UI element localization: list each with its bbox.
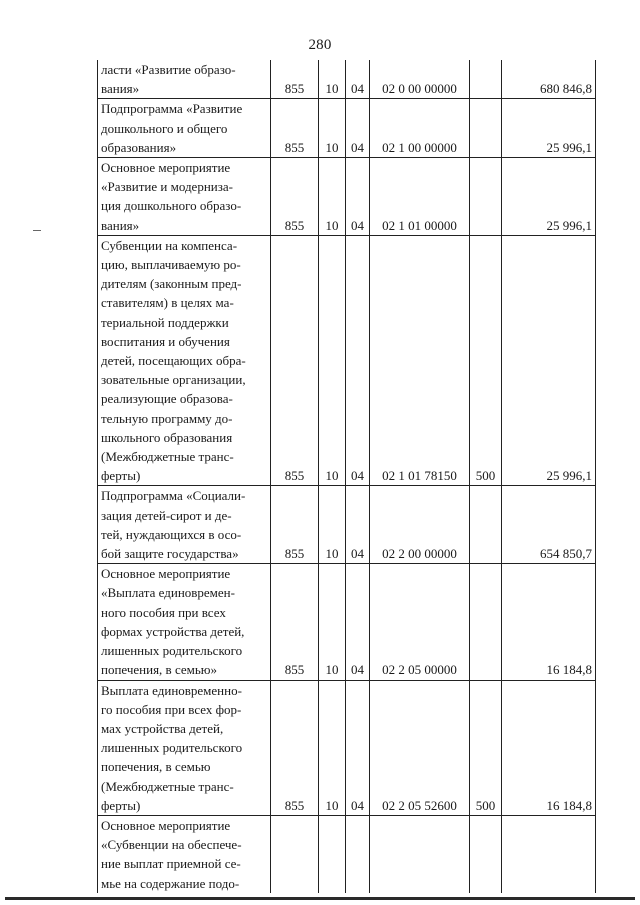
name-line: вания» xyxy=(101,217,140,233)
name-line: «Развитие и модерниза- xyxy=(101,179,233,195)
cell-csr: 02 0 00 00000 xyxy=(370,60,470,99)
name-line: Подпрограмма «Развитие xyxy=(101,101,243,117)
cell-sum xyxy=(502,815,596,892)
name-line: зовательные организации, xyxy=(101,372,246,388)
cell-csr: 02 1 01 78150 xyxy=(370,235,470,486)
cell-vr xyxy=(470,99,502,158)
cell-ved: 855 xyxy=(271,99,319,158)
cell-pr: 04 xyxy=(346,235,370,486)
name-line: детей, посещающих обра- xyxy=(101,353,246,369)
cell-pr: 04 xyxy=(346,486,370,564)
name-line: бой защите государства» xyxy=(101,546,239,562)
name-line: «Субвенции на обеспече- xyxy=(101,837,242,853)
cell-rz xyxy=(319,815,346,892)
budget-table-body xyxy=(98,60,596,893)
cell-sum: 25 996,1 xyxy=(502,235,596,486)
cell-name xyxy=(98,158,271,236)
name-line: ние выплат приемной се- xyxy=(101,856,241,872)
cell-rz: 10 xyxy=(319,60,346,99)
cell-name xyxy=(98,99,271,158)
name-line: попечения, в семью xyxy=(101,759,211,775)
name-line: Подпрограмма «Социали- xyxy=(101,488,246,504)
cell-rz: 10 xyxy=(319,235,346,486)
cell-csr: 02 2 00 00000 xyxy=(370,486,470,564)
cell-pr: 04 xyxy=(346,60,370,99)
cell-name xyxy=(98,564,271,680)
cell-sum: 16 184,8 xyxy=(502,680,596,815)
name-line: (Межбюджетные транс- xyxy=(101,449,234,465)
table-row xyxy=(98,815,596,892)
cell-vr xyxy=(470,60,502,99)
name-line: ферты) xyxy=(101,468,141,484)
table-row xyxy=(98,235,596,486)
cell-vr xyxy=(470,486,502,564)
cell-rz: 10 xyxy=(319,564,346,680)
cell-pr: 04 xyxy=(346,564,370,680)
name-line: ферты) xyxy=(101,797,141,813)
name-line: Субвенции на компенса- xyxy=(101,237,238,253)
cell-vr: 500 xyxy=(470,680,502,815)
cell-sum: 16 184,8 xyxy=(502,564,596,680)
name-line: цию, выплачиваемую ро- xyxy=(101,257,241,273)
cell-pr: 04 xyxy=(346,158,370,236)
table-row xyxy=(98,564,596,680)
name-line: ного пособия при всех xyxy=(101,604,226,620)
cell-vr xyxy=(470,564,502,680)
name-line: Основное мероприятие xyxy=(101,160,231,176)
margin-mark xyxy=(33,230,41,231)
name-line: Основное мероприятие xyxy=(101,817,231,833)
cell-ved: 855 xyxy=(271,235,319,486)
name-line: Выплата единовременно- xyxy=(101,682,242,698)
cell-rz: 10 xyxy=(319,158,346,236)
cell-ved: 855 xyxy=(271,486,319,564)
name-line: тей, нуждающихся в осо- xyxy=(101,526,242,542)
cell-name xyxy=(98,235,271,486)
cell-sum: 680 846,8 xyxy=(502,60,596,99)
cell-csr: 02 2 05 52600 xyxy=(370,680,470,815)
cell-rz: 10 xyxy=(319,99,346,158)
cell-ved xyxy=(271,815,319,892)
name-line: го пособия при всех фор- xyxy=(101,701,242,717)
name-line: формах устройства детей, xyxy=(101,623,245,639)
budget-table xyxy=(97,60,596,893)
cell-csr: 02 1 00 00000 xyxy=(370,99,470,158)
name-line: школьного образования xyxy=(101,429,233,445)
name-line: лишенных родительского xyxy=(101,643,243,659)
name-line: образования» xyxy=(101,139,177,155)
cell-sum: 654 850,7 xyxy=(502,486,596,564)
cell-rz: 10 xyxy=(319,486,346,564)
name-line: лишенных родительского xyxy=(101,740,243,756)
table-row xyxy=(98,60,596,99)
name-line: дителям (законным пред- xyxy=(101,276,242,292)
cell-ved: 855 xyxy=(271,158,319,236)
cell-csr xyxy=(370,815,470,892)
cell-pr: 04 xyxy=(346,99,370,158)
cell-csr: 02 2 05 00000 xyxy=(370,564,470,680)
name-line: вания» xyxy=(101,81,140,97)
cell-vr xyxy=(470,158,502,236)
name-line: тельную программу до- xyxy=(101,410,233,426)
name-line: дошкольного и общего xyxy=(101,120,228,136)
cell-name xyxy=(98,486,271,564)
name-line: (Межбюджетные транс- xyxy=(101,778,234,794)
cell-ved: 855 xyxy=(271,60,319,99)
cell-name xyxy=(98,815,271,892)
name-line: мах устройства детей, xyxy=(101,720,224,736)
bottom-rule xyxy=(5,897,635,900)
name-line: реализующие образова- xyxy=(101,391,233,407)
cell-sum: 25 996,1 xyxy=(502,99,596,158)
name-line: ласти «Развитие образо- xyxy=(101,62,236,77)
name-line: ция дошкольного образо- xyxy=(101,198,242,214)
cell-ved: 855 xyxy=(271,564,319,680)
cell-name xyxy=(98,680,271,815)
name-line: ставителям) в целях ма- xyxy=(101,295,234,311)
name-line: воспитания и обучения xyxy=(101,333,230,349)
cell-rz: 10 xyxy=(319,680,346,815)
page-number: 280 xyxy=(308,37,332,53)
cell-name xyxy=(98,60,271,99)
name-line: мье на содержание подо- xyxy=(101,875,240,891)
cell-pr: 04 xyxy=(346,680,370,815)
name-line: териальной поддержки xyxy=(101,314,229,330)
cell-sum: 25 996,1 xyxy=(502,158,596,236)
name-line: «Выплата единовремен- xyxy=(101,585,235,601)
table-row xyxy=(98,486,596,564)
table-row xyxy=(98,99,596,158)
cell-vr xyxy=(470,815,502,892)
name-line: попечения, в семью» xyxy=(101,662,218,678)
cell-pr xyxy=(346,815,370,892)
cell-vr: 500 xyxy=(470,235,502,486)
name-line: Основное мероприятие xyxy=(101,566,231,582)
cell-ved: 855 xyxy=(271,680,319,815)
name-line: зация детей-сирот и де- xyxy=(101,507,232,523)
cell-csr: 02 1 01 00000 xyxy=(370,158,470,236)
table-row xyxy=(98,158,596,236)
table-row xyxy=(98,680,596,815)
